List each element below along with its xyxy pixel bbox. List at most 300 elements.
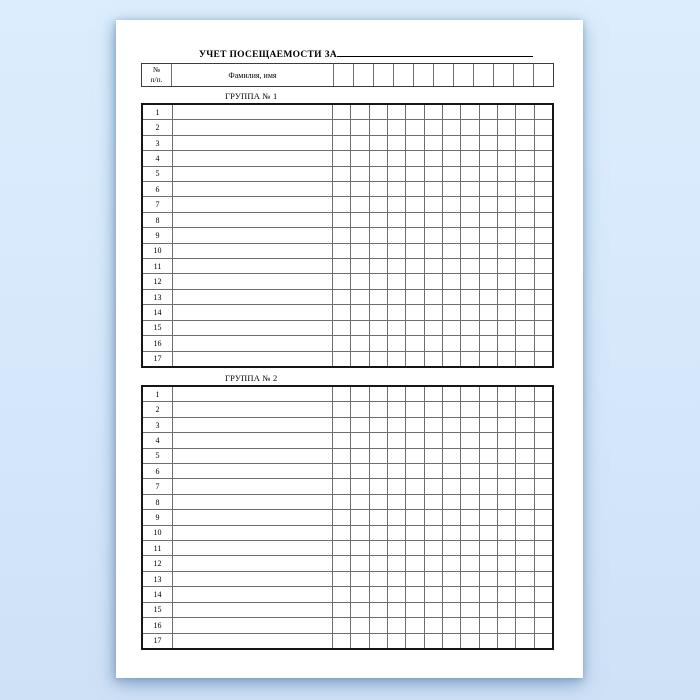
date-cell (460, 336, 478, 350)
row-number-cell: 15 (143, 603, 173, 617)
row-number-cell: 12 (143, 556, 173, 570)
date-cell (332, 634, 350, 648)
date-cell (534, 418, 552, 432)
date-cell (534, 290, 552, 304)
student-name-cell (173, 449, 332, 463)
date-cell (534, 464, 552, 478)
date-cells (332, 541, 552, 555)
date-cell (479, 495, 497, 509)
date-cell (460, 526, 478, 540)
date-cell (460, 495, 478, 509)
date-cells (332, 387, 552, 401)
date-cell (442, 418, 460, 432)
row-number-cell: 7 (143, 479, 173, 493)
date-cell (534, 618, 552, 632)
row-number-cell: 16 (143, 618, 173, 632)
date-cell (497, 290, 515, 304)
date-cells (332, 228, 552, 242)
table-row (143, 463, 552, 478)
student-name-cell (173, 321, 332, 335)
date-cell (424, 402, 442, 416)
student-name-cell (173, 634, 332, 648)
date-cell (405, 387, 423, 401)
table-row (143, 212, 552, 227)
date-cell (460, 136, 478, 150)
date-cell (369, 120, 387, 134)
date-cell (350, 603, 368, 617)
date-cell (424, 526, 442, 540)
date-cell (479, 387, 497, 401)
row-number-cell: 10 (143, 244, 173, 258)
date-cell (442, 556, 460, 570)
date-cell (460, 182, 478, 196)
date-cell (405, 213, 423, 227)
date-cell (460, 167, 478, 181)
date-cell (497, 105, 515, 119)
date-cell (405, 402, 423, 416)
date-cell (350, 587, 368, 601)
date-cell (515, 556, 533, 570)
date-cell (332, 213, 350, 227)
date-cell (369, 244, 387, 258)
date-cell (534, 634, 552, 648)
date-cell (424, 105, 442, 119)
student-name-cell (173, 244, 332, 258)
date-cell (387, 449, 405, 463)
date-cell (479, 479, 497, 493)
student-name-cell (173, 274, 332, 288)
date-cell (479, 120, 497, 134)
date-cells (332, 274, 552, 288)
header-number-line1: № (152, 65, 161, 75)
date-cell (424, 244, 442, 258)
date-cell (405, 618, 423, 632)
date-cell (534, 136, 552, 150)
date-cell (479, 618, 497, 632)
date-cell (332, 526, 350, 540)
date-cell (534, 402, 552, 416)
date-cell (369, 105, 387, 119)
date-cell (405, 603, 423, 617)
row-number-cell: 4 (143, 433, 173, 447)
date-cell (369, 167, 387, 181)
table-row (143, 401, 552, 416)
date-cell (515, 197, 533, 211)
date-cell (460, 321, 478, 335)
date-cell (369, 464, 387, 478)
row-number-cell: 4 (143, 151, 173, 165)
date-cell (369, 136, 387, 150)
date-cell (460, 105, 478, 119)
student-name-cell (173, 167, 332, 181)
date-cell (442, 305, 460, 319)
date-cell (442, 352, 460, 366)
date-cell (387, 151, 405, 165)
date-cell (369, 433, 387, 447)
date-cell (442, 634, 460, 648)
date-cell (405, 479, 423, 493)
date-cell (405, 352, 423, 366)
date-cell (424, 352, 442, 366)
date-cell (534, 120, 552, 134)
date-cell (405, 572, 423, 586)
date-cell (442, 167, 460, 181)
date-cells (332, 197, 552, 211)
header-date-cell (473, 64, 493, 86)
date-cell (405, 556, 423, 570)
date-cell (424, 618, 442, 632)
student-name-cell (173, 541, 332, 555)
date-cell (497, 603, 515, 617)
date-cell (369, 495, 387, 509)
date-cell (332, 464, 350, 478)
date-cell (405, 244, 423, 258)
student-name-cell (173, 228, 332, 242)
date-cell (460, 402, 478, 416)
date-cell (460, 618, 478, 632)
date-cell (515, 274, 533, 288)
student-name-cell (173, 526, 332, 540)
date-cell (405, 290, 423, 304)
date-cell (479, 182, 497, 196)
date-cell (497, 526, 515, 540)
date-cell (442, 495, 460, 509)
date-cell (460, 228, 478, 242)
date-cell (369, 197, 387, 211)
date-cell (424, 136, 442, 150)
date-cells (332, 352, 552, 366)
date-cells (332, 213, 552, 227)
student-name-cell (173, 259, 332, 273)
student-name-cell (173, 197, 332, 211)
student-name-cell (173, 290, 332, 304)
header-date-cell (533, 64, 553, 86)
date-cell (332, 336, 350, 350)
date-cell (515, 213, 533, 227)
date-cell (332, 603, 350, 617)
date-cell (424, 464, 442, 478)
date-cell (442, 387, 460, 401)
date-cell (534, 244, 552, 258)
date-cell (350, 402, 368, 416)
date-cell (405, 305, 423, 319)
row-number-cell: 11 (143, 541, 173, 555)
student-name-cell (173, 213, 332, 227)
date-cell (460, 197, 478, 211)
date-cell (369, 274, 387, 288)
date-cell (515, 510, 533, 524)
date-cell (534, 228, 552, 242)
document-title-line (199, 44, 533, 62)
row-number-cell: 11 (143, 259, 173, 273)
table-row (143, 571, 552, 586)
date-cell (405, 449, 423, 463)
date-cell (424, 510, 442, 524)
date-cell (442, 213, 460, 227)
date-cell (479, 402, 497, 416)
date-cell (534, 433, 552, 447)
date-cell (332, 587, 350, 601)
row-number-cell: 12 (143, 274, 173, 288)
row-number-cell: 8 (143, 495, 173, 509)
date-cell (442, 402, 460, 416)
date-cell (479, 556, 497, 570)
table-row (143, 525, 552, 540)
date-cell (479, 634, 497, 648)
date-cell (497, 464, 515, 478)
date-cell (350, 618, 368, 632)
date-cell (369, 556, 387, 570)
date-cell (332, 541, 350, 555)
date-cell (405, 418, 423, 432)
date-cell (442, 618, 460, 632)
date-cell (369, 526, 387, 540)
date-cell (332, 418, 350, 432)
date-cell (479, 167, 497, 181)
date-cells (332, 151, 552, 165)
date-cell (332, 228, 350, 242)
date-cell (442, 105, 460, 119)
date-cells (332, 105, 552, 119)
row-number-cell: 3 (143, 418, 173, 432)
date-cell (350, 526, 368, 540)
date-cell (332, 167, 350, 181)
date-cell (369, 479, 387, 493)
date-cell (442, 182, 460, 196)
date-cell (515, 495, 533, 509)
date-cell (534, 182, 552, 196)
date-cell (515, 290, 533, 304)
student-name-cell (173, 120, 332, 134)
date-cell (497, 136, 515, 150)
date-cell (497, 336, 515, 350)
date-cell (497, 510, 515, 524)
date-cell (424, 151, 442, 165)
date-cell (369, 151, 387, 165)
date-cells (332, 290, 552, 304)
date-cells (332, 464, 552, 478)
date-cell (479, 433, 497, 447)
date-cell (350, 136, 368, 150)
date-cell (405, 336, 423, 350)
date-cell (350, 244, 368, 258)
date-cell (497, 433, 515, 447)
table-row (143, 258, 552, 273)
date-cell (442, 433, 460, 447)
student-name-cell (173, 556, 332, 570)
date-cell (350, 120, 368, 134)
date-cell (442, 136, 460, 150)
date-cell (515, 418, 533, 432)
date-cell (534, 495, 552, 509)
date-cell (497, 321, 515, 335)
student-name-cell (173, 352, 332, 366)
date-cell (460, 213, 478, 227)
table-row (143, 335, 552, 350)
date-cell (534, 556, 552, 570)
date-cell (479, 541, 497, 555)
table-row (143, 494, 552, 509)
date-cell (460, 587, 478, 601)
date-cell (515, 479, 533, 493)
date-cell (515, 449, 533, 463)
date-cell (332, 572, 350, 586)
date-cell (460, 510, 478, 524)
date-cell (387, 387, 405, 401)
student-name-cell (173, 479, 332, 493)
date-cell (497, 449, 515, 463)
date-cell (515, 228, 533, 242)
row-number-cell: 7 (143, 197, 173, 211)
date-cell (424, 336, 442, 350)
date-cell (405, 464, 423, 478)
date-cell (350, 479, 368, 493)
date-cell (460, 556, 478, 570)
table-row (143, 181, 552, 196)
date-cell (369, 449, 387, 463)
date-cell (534, 336, 552, 350)
date-cell (424, 433, 442, 447)
date-cells (332, 136, 552, 150)
date-cell (460, 464, 478, 478)
date-cell (387, 433, 405, 447)
row-number-cell: 14 (143, 305, 173, 319)
date-cell (497, 213, 515, 227)
date-cell (515, 387, 533, 401)
date-cell (424, 479, 442, 493)
date-cells (332, 418, 552, 432)
date-cell (534, 449, 552, 463)
table-row (143, 227, 552, 242)
date-cell (332, 305, 350, 319)
date-cell (479, 449, 497, 463)
date-cells (332, 244, 552, 258)
date-cell (460, 449, 478, 463)
date-cell (387, 259, 405, 273)
date-cell (332, 151, 350, 165)
student-name-cell (173, 603, 332, 617)
table-row (143, 105, 552, 119)
date-cell (460, 244, 478, 258)
table-row (143, 555, 552, 570)
date-cell (387, 321, 405, 335)
date-cells (332, 603, 552, 617)
date-cell (534, 167, 552, 181)
date-cell (479, 290, 497, 304)
date-cell (497, 572, 515, 586)
date-cell (460, 603, 478, 617)
date-cell (332, 433, 350, 447)
date-cells (332, 305, 552, 319)
student-name-cell (173, 433, 332, 447)
date-cell (405, 433, 423, 447)
date-cell (350, 105, 368, 119)
date-cell (332, 402, 350, 416)
date-cell (424, 120, 442, 134)
date-cell (405, 541, 423, 555)
date-cell (442, 526, 460, 540)
date-cell (479, 572, 497, 586)
date-cell (387, 572, 405, 586)
row-number-cell: 15 (143, 321, 173, 335)
row-number-cell: 17 (143, 352, 173, 366)
date-cell (479, 244, 497, 258)
date-cell (369, 510, 387, 524)
date-cells (332, 572, 552, 586)
date-cell (387, 228, 405, 242)
date-cell (369, 402, 387, 416)
date-cell (515, 634, 533, 648)
student-name-cell (173, 387, 332, 401)
table-row (143, 166, 552, 181)
date-cell (424, 213, 442, 227)
date-cell (479, 526, 497, 540)
date-cell (515, 151, 533, 165)
table-row (143, 243, 552, 258)
date-cell (460, 634, 478, 648)
date-cells (332, 433, 552, 447)
date-cells (332, 495, 552, 509)
date-cell (387, 197, 405, 211)
date-cell (369, 352, 387, 366)
date-cell (442, 510, 460, 524)
header-date-columns (333, 64, 553, 86)
group-2-label: ГРУППА № 2 (225, 372, 278, 383)
date-cell (515, 136, 533, 150)
date-cell (442, 464, 460, 478)
date-cell (515, 352, 533, 366)
date-cell (534, 541, 552, 555)
date-cell (534, 305, 552, 319)
header-date-cell (493, 64, 513, 86)
date-cell (387, 495, 405, 509)
row-number-cell: 5 (143, 167, 173, 181)
date-cell (460, 120, 478, 134)
date-cell (332, 244, 350, 258)
student-name-cell (173, 182, 332, 196)
header-number-column (142, 64, 172, 86)
date-cell (332, 495, 350, 509)
date-cell (369, 634, 387, 648)
row-number-cell: 3 (143, 136, 173, 150)
date-cell (350, 274, 368, 288)
date-cell (479, 510, 497, 524)
date-cell (424, 167, 442, 181)
table-row (143, 351, 552, 366)
date-cell (369, 587, 387, 601)
row-number-cell: 6 (143, 464, 173, 478)
date-cell (479, 197, 497, 211)
date-cell (387, 603, 405, 617)
date-cell (424, 556, 442, 570)
date-cell (350, 259, 368, 273)
date-cell (424, 603, 442, 617)
date-cell (405, 120, 423, 134)
date-cell (424, 182, 442, 196)
date-cell (515, 244, 533, 258)
date-cell (515, 321, 533, 335)
date-cell (350, 167, 368, 181)
date-cell (369, 213, 387, 227)
date-cells (332, 510, 552, 524)
date-cells (332, 182, 552, 196)
date-cell (332, 120, 350, 134)
date-cell (350, 336, 368, 350)
date-cell (387, 587, 405, 601)
date-cell (424, 228, 442, 242)
date-cell (534, 197, 552, 211)
date-cell (460, 433, 478, 447)
